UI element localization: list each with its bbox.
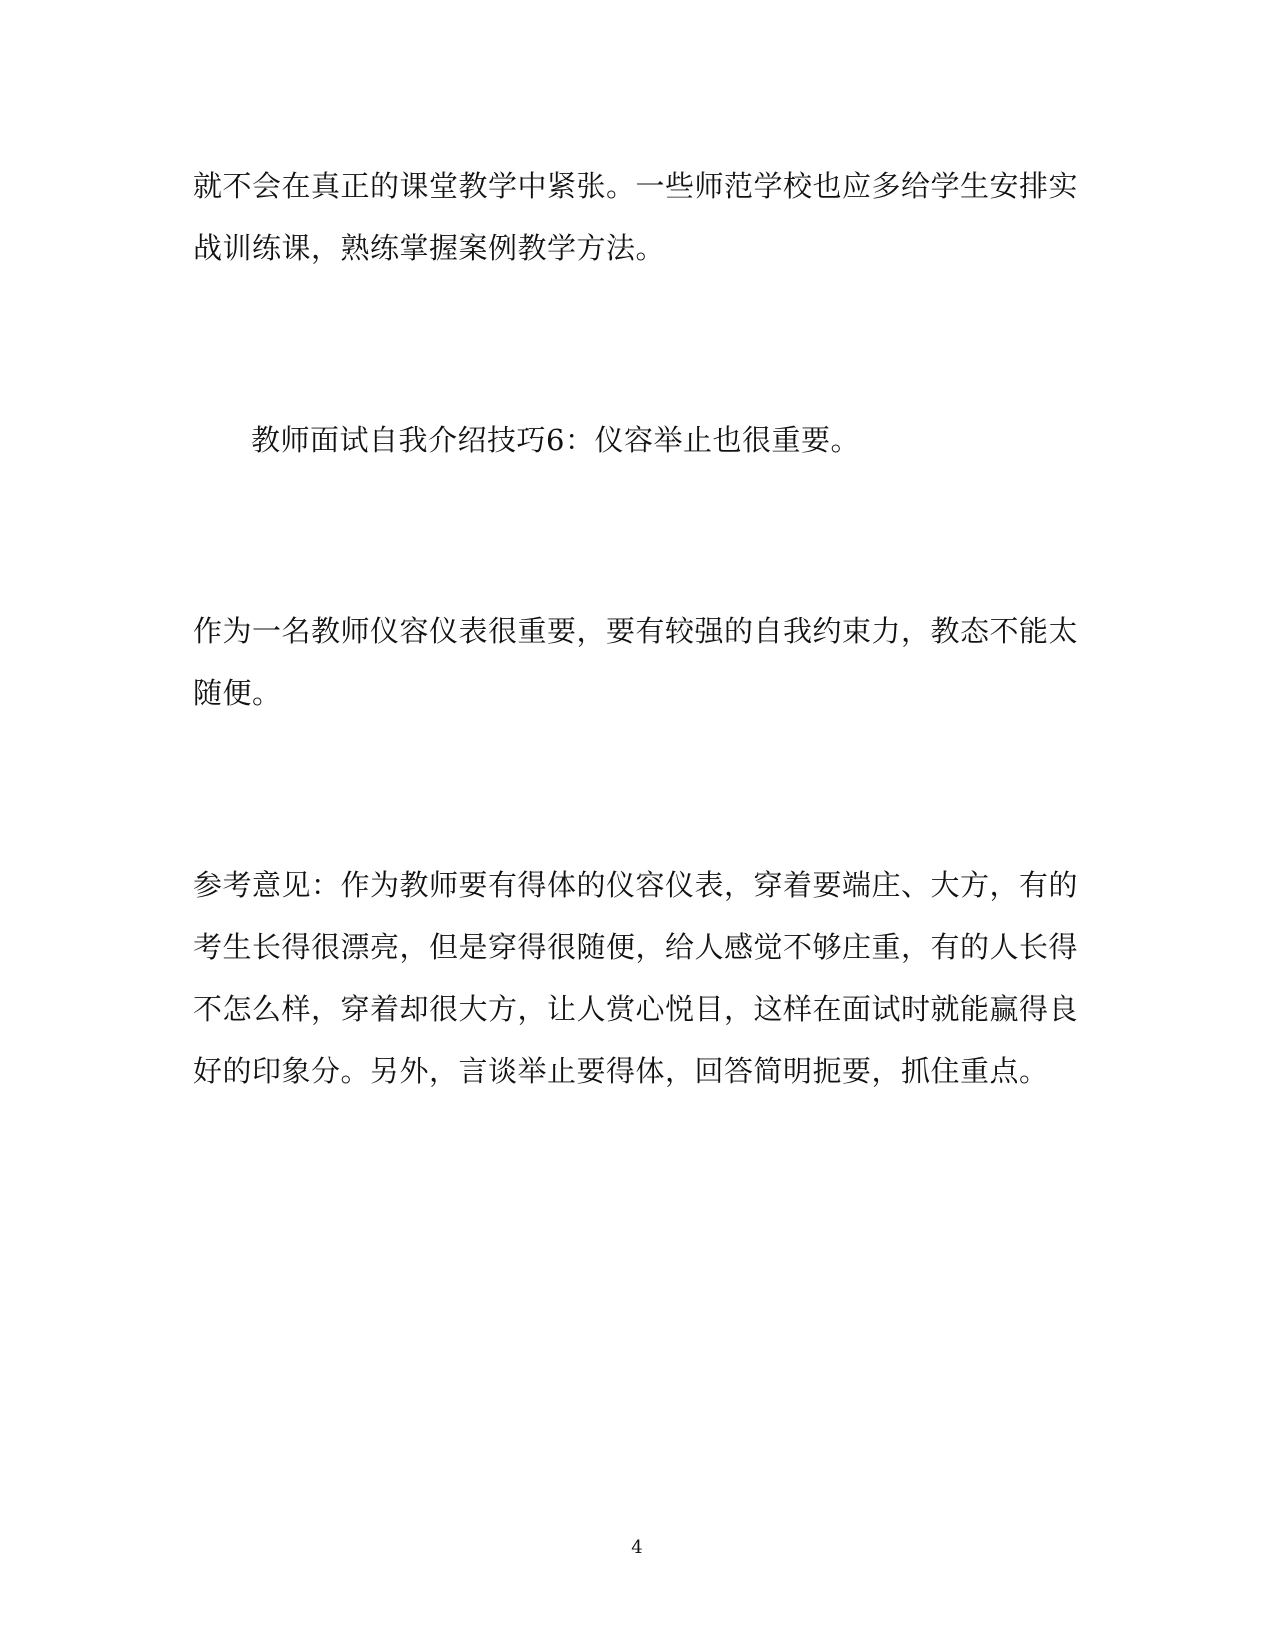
paragraph-3-line-3: 不怎么样，穿着却很大方，让人赏心悦目，这样在面试时就能赢得良 (193, 992, 1079, 1026)
paragraph-2-line-1: 作为一名教师仪容仪表很重要，要有较强的自我约束力，教态不能太 (193, 614, 1079, 648)
paragraph-3-line-4: 好的印象分。另外，言谈举止要得体，回答简明扼要，抓住重点。 (193, 1054, 1049, 1088)
page-number: 4 (631, 1537, 643, 1558)
paragraph-3-line-1: 参考意见：作为教师要有得体的仪容仪表，穿着要端庄、大方，有的 (193, 868, 1079, 902)
paragraph-1-line-2: 战训练课，熟练掌握案例教学方法。 (193, 231, 666, 265)
paragraph-3-line-2: 考生长得很漂亮，但是穿得很随便，给人感觉不够庄重，有的人长得 (193, 930, 1079, 964)
paragraph-2-line-2: 随便。 (193, 676, 282, 710)
section-heading-tip-6: 教师面试自我介绍技巧6：仪容举止也很重要。 (251, 423, 860, 457)
paragraph-1-line-1: 就不会在真正的课堂教学中紧张。一些师范学校也应多给学生安排实 (193, 169, 1079, 203)
